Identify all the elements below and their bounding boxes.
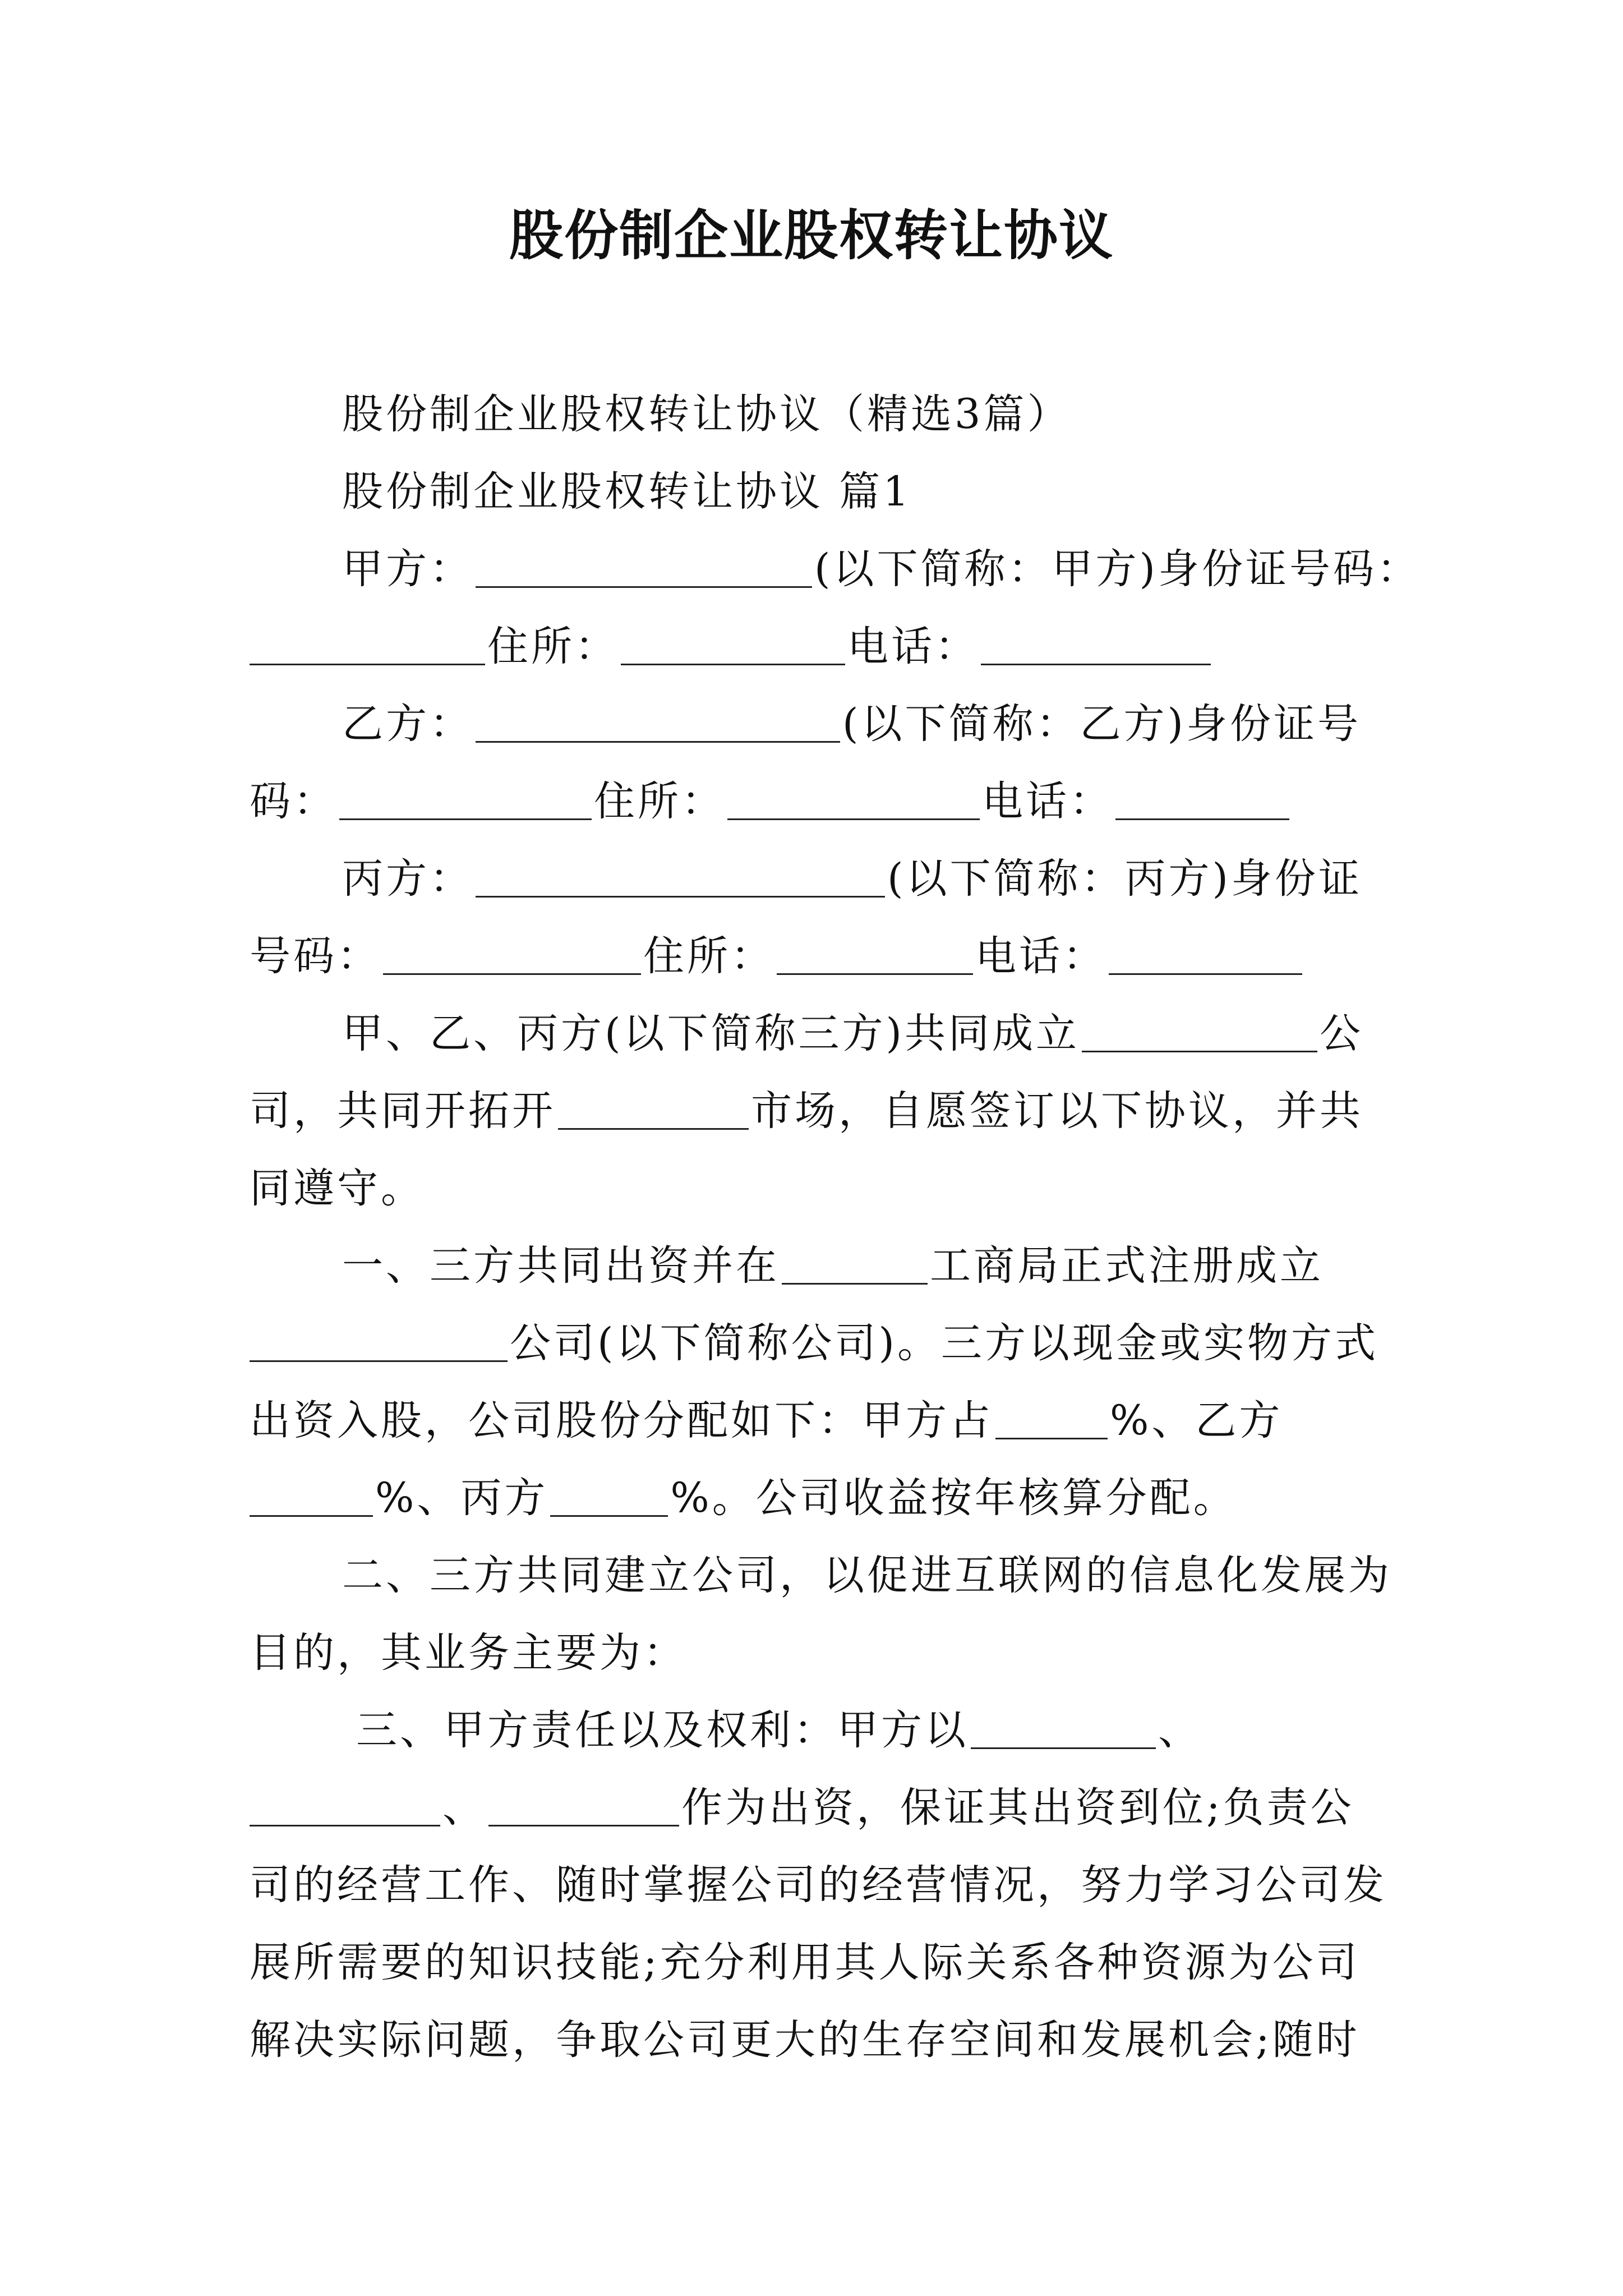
document-title: 股份制企业股权转让协议 <box>509 204 1114 267</box>
blank-party-c-phone <box>1109 934 1302 974</box>
party-c-label: 丙方： <box>342 855 473 903</box>
party-b-address-label: 住所： <box>594 777 725 825</box>
clause-1-line-3 <box>250 1382 1377 1460</box>
document-subtitle: 股份制企业股权转让协议（精选3篇） <box>342 390 1071 438</box>
clause-1-text-1: 一、三方共同出资并在 <box>342 1242 780 1290</box>
party-c-detail-line <box>250 918 1377 995</box>
blank-party-b-address <box>727 779 980 820</box>
intro-text-2b: 市场，自愿签订以下协议，并共 <box>751 1087 1363 1135</box>
party-b-id-label-cont: 码： <box>250 777 337 825</box>
blank-party-b-id <box>339 779 592 820</box>
clause-1-line-2 <box>250 1305 1377 1382</box>
party-b-id-label: (以下简称：乙方)身份证号 <box>842 700 1361 748</box>
clause-1-text-3: 出资入股，公司股份分配如下：甲方占 <box>250 1397 993 1444</box>
blank-bureau <box>782 1244 928 1284</box>
blank-party-c-share <box>550 1476 668 1516</box>
party-a-detail-line <box>250 608 1377 685</box>
subtitle-line <box>250 376 1377 453</box>
clause-3-text-2b: 作为出资，保证其出资到位;负责公 <box>681 1784 1354 1832</box>
paragraph-intro-line-3 <box>250 1150 1377 1227</box>
party-b-line <box>250 685 1377 763</box>
clause-1-text-4: %、丙方 <box>375 1474 548 1522</box>
party-a-line <box>250 531 1421 608</box>
clause-3-line-4 <box>250 1924 1377 2001</box>
party-c-line <box>250 840 1377 918</box>
paragraph-intro-line-1 <box>250 995 1377 1073</box>
blank-party-b-phone <box>1115 779 1289 820</box>
blank-party-a-name <box>476 547 812 587</box>
clause-1-text-2: 公司(以下简称公司)。三方以现金或实物方式 <box>510 1319 1378 1367</box>
blank-market <box>558 1089 749 1129</box>
blank-party-a-id <box>250 624 485 665</box>
blank-party-c-address <box>777 934 973 974</box>
blank-party-a-share <box>995 1398 1108 1439</box>
clause-3-text-1b: 、 <box>1158 1706 1202 1754</box>
section-heading: 股份制企业股权转让协议 篇1 <box>342 468 912 516</box>
party-b-detail-line <box>250 763 1377 840</box>
party-b-phone-label: 电话： <box>982 777 1113 825</box>
clause-3-line-1 <box>250 1692 1377 1769</box>
clause-2-line-2 <box>250 1614 1377 1692</box>
clause-1-line-1 <box>250 1227 1377 1305</box>
party-a-id-label: (以下简称：甲方)身份证号码： <box>814 545 1421 593</box>
party-c-id-label-cont: 号码： <box>250 932 381 980</box>
blank-party-b-name <box>476 702 840 742</box>
blank-party-b-share <box>250 1476 373 1516</box>
section-heading-line <box>250 453 1377 531</box>
party-c-phone-label: 电话： <box>975 932 1106 980</box>
blank-contribution-3 <box>488 1786 679 1826</box>
intro-text-1b: 公 <box>1319 1010 1363 1057</box>
clause-3-text-5: 解决实际问题，争取公司更大的生存空间和发展机会;随时 <box>250 2016 1360 2064</box>
clause-1-text-3b: %、乙方 <box>1110 1397 1283 1444</box>
blank-company-registered <box>250 1321 508 1361</box>
clause-3-line-3 <box>250 1847 1387 1924</box>
clause-3-text-4: 展所需要的知识技能;充分利用其人际关系各种资源为公司 <box>250 1939 1360 1986</box>
intro-text-1: 甲、乙、丙方(以下简称三方)共同成立 <box>342 1010 1080 1057</box>
clause-3-line-2 <box>250 1769 1377 1847</box>
blank-party-a-address <box>621 624 845 665</box>
paragraph-intro-line-2 <box>250 1073 1377 1150</box>
party-a-address-label: 住所： <box>487 623 619 670</box>
clause-2-line-1 <box>250 1537 1392 1614</box>
clause-1-line-4 <box>250 1460 1377 1537</box>
blank-contribution-1 <box>971 1708 1156 1749</box>
clause-1-text-1b: 工商局正式注册成立 <box>930 1242 1324 1290</box>
clause-3-line-5 <box>250 2001 1377 2079</box>
clause-1-text-4b: %。公司收益按年核算分配。 <box>670 1474 1237 1522</box>
document-body <box>250 376 1421 2079</box>
party-b-label: 乙方： <box>342 700 473 748</box>
clause-2-text-1: 二、三方共同建立公司，以促进互联网的信息化发展为 <box>342 1552 1392 1599</box>
clause-3-text-2a: 、 <box>442 1784 486 1832</box>
party-a-label: 甲方： <box>342 545 473 593</box>
clause-3-text-3: 司的经营工作、随时掌握公司的经营情况，努力学习公司发 <box>250 1861 1387 1909</box>
blank-party-a-phone <box>981 624 1211 665</box>
party-a-phone-label: 电话： <box>847 623 979 670</box>
blank-company-name <box>1082 1011 1317 1052</box>
clause-2-text-2: 目的，其业务主要为： <box>250 1629 687 1677</box>
blank-party-c-name <box>476 857 885 897</box>
intro-text-2: 司，共同开拓开 <box>250 1087 556 1135</box>
party-c-address-label: 住所： <box>643 932 774 980</box>
blank-contribution-2 <box>250 1786 440 1826</box>
blank-party-c-id <box>383 934 641 974</box>
party-c-id-label: (以下简称：丙方)身份证 <box>887 855 1362 903</box>
intro-text-3: 同遵守。 <box>250 1165 425 1212</box>
clause-3-text-1: 三、甲方责任以及权利：甲方以 <box>356 1706 969 1754</box>
